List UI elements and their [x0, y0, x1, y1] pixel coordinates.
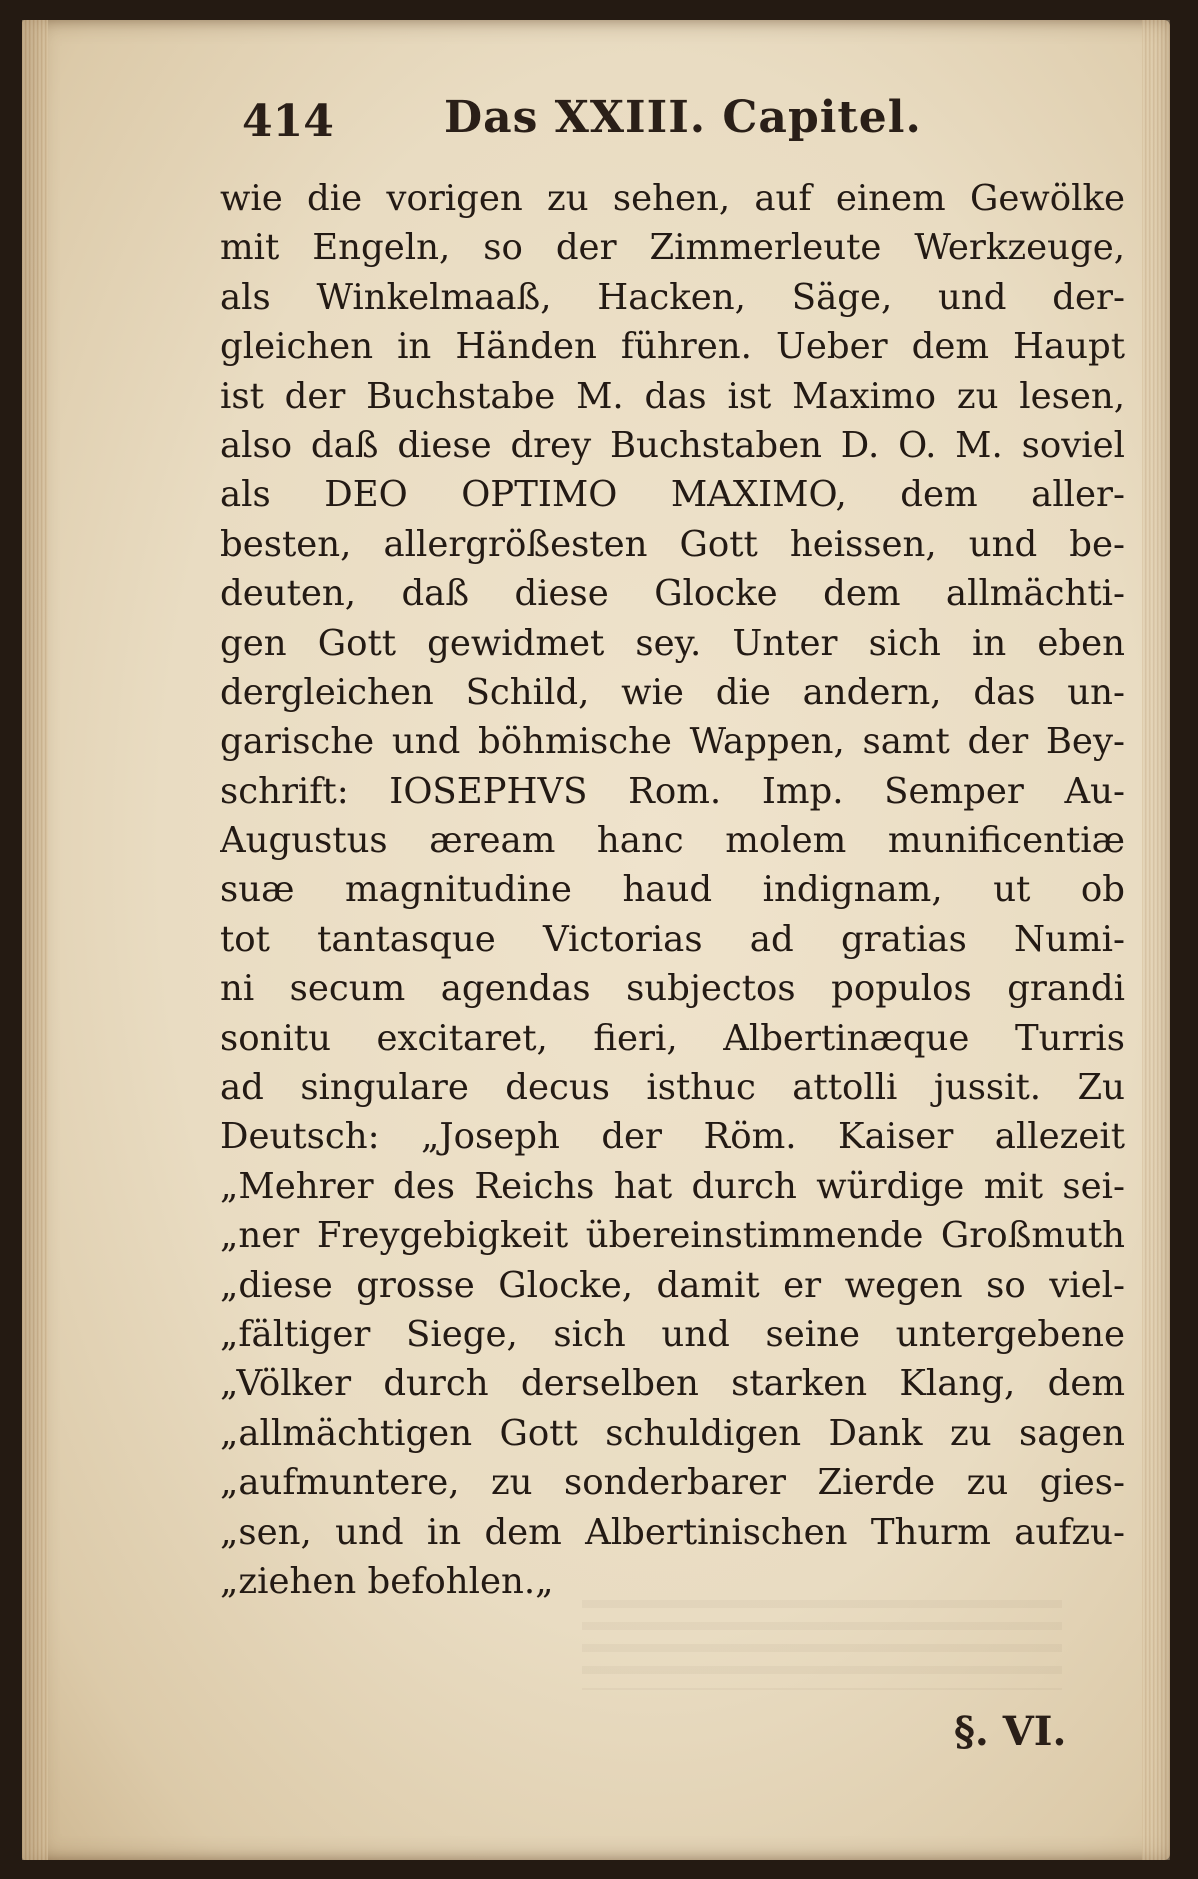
running-head	[242, 82, 942, 152]
text-line: Augustus æream hanc molem munificentiæ	[220, 820, 1125, 862]
text-line: gleichen in Händen führen. Ueber dem Haupt	[220, 326, 1125, 368]
text-line: garische und böhmische Wappen, samt der Bey-	[220, 721, 1125, 763]
text-line: Deutsch: „Joseph der Röm. Kaiser allezeit	[220, 1116, 1125, 1158]
text-line: „diese grosse Glocke, damit er wegen so viel-	[220, 1264, 1125, 1306]
text-line: als Winkelmaaß, Hacken, Säge, und der-	[220, 276, 1125, 318]
show-through-text	[582, 1600, 1062, 1690]
text-line: wie die vorigen zu sehen, auf einem Gewölke	[220, 178, 1125, 219]
text-line: gen Gott gewidmet sey. Unter sich in eben	[220, 622, 1125, 664]
text-line: suæ magnitudine haud indignam, ut ob	[220, 869, 1125, 911]
text-line: besten, allergrößesten Gott heissen, und be-	[220, 523, 1125, 565]
text-line: ist der Buchstabe M. das ist Maximo zu lesen,	[220, 375, 1125, 417]
text-line: „sen, und in dem Albertinischen Thurm aufzu-	[220, 1511, 1125, 1553]
text-line: „allmächtigen Gott schuldigen Dank zu sagen	[220, 1412, 1125, 1454]
page-edge-left	[22, 20, 48, 1860]
text-line: mit Engeln, so der Zimmerleute Werkzeuge,	[220, 227, 1125, 269]
section-mark: §. VI.	[954, 1708, 1067, 1755]
text-line: dergleichen Schild, wie die andern, das un-	[220, 671, 1125, 713]
text-line: tot tantasque Victorias ad gratias Numi-	[220, 918, 1125, 960]
text-line: „ner Freygebigkeit übereinstimmende Großmuth	[220, 1215, 1125, 1257]
body-text	[220, 174, 1125, 1606]
text-line: deuten, daß diese Glocke dem allmächti-	[220, 573, 1125, 615]
text-line: „Völker durch derselben starken Klang, dem	[220, 1363, 1125, 1405]
text-line: als DEO OPTIMO MAXIMO, dem aller-	[220, 474, 1125, 516]
text-line: ni secum agendas subjectos populos grandi	[220, 968, 1125, 1010]
chapter-title: Das XXIII. Capitel.	[444, 92, 922, 143]
text-line: „aufmuntere, zu sonderbarer Zierde zu gies-	[220, 1462, 1125, 1504]
text-line: also daß diese drey Buchstaben D. O. M. soviel	[220, 424, 1125, 466]
page-number: 414	[242, 96, 334, 147]
text-line: „ziehen befohlen.„	[220, 1560, 554, 1602]
text-line: schrift: IOSEPHVS Rom. Imp. Semper Au-	[220, 770, 1125, 812]
text-line: ad singulare decus isthuc attolli jussit. Zu	[220, 1067, 1125, 1109]
text-line: sonitu excitaret, fieri, Albertinæque Turris	[220, 1017, 1125, 1059]
page-edge-right	[1142, 20, 1170, 1860]
text-line: „Mehrer des Reichs hat durch würdige mit sei-	[220, 1165, 1125, 1207]
book-page	[22, 20, 1170, 1860]
text-line: „fältiger Siege, sich und seine untergebene	[220, 1313, 1125, 1355]
